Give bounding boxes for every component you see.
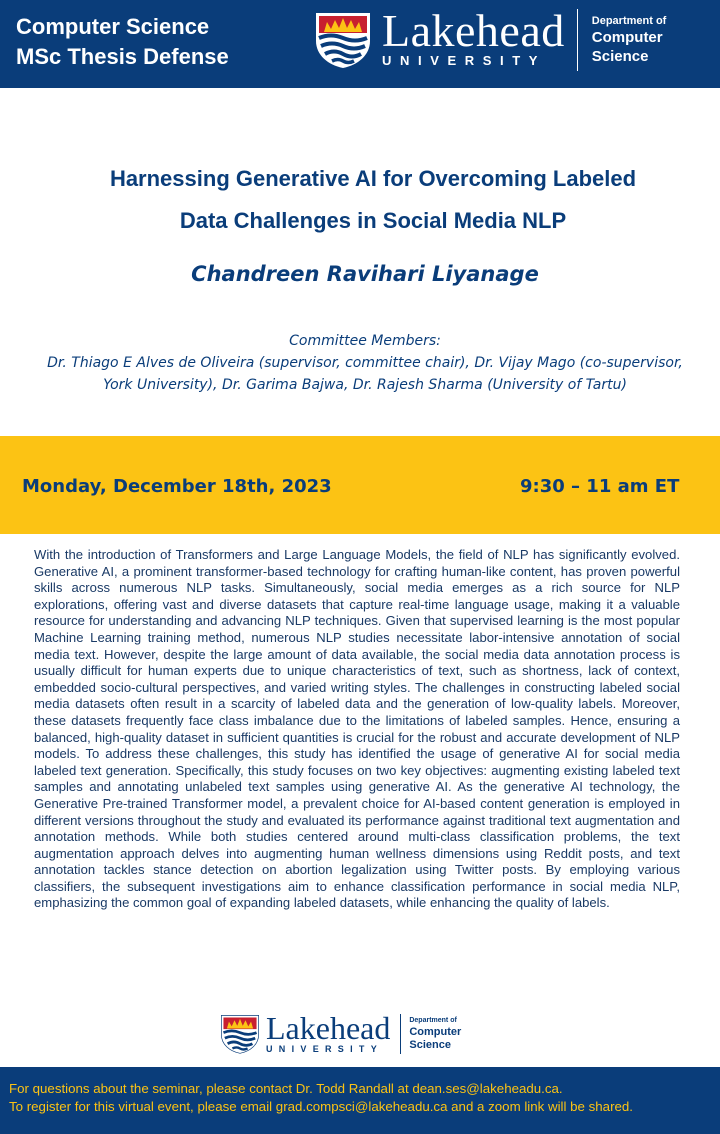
contact-info: For questions about the seminar, please contact Dr. Todd Randall at dean.ses@lakeheadu.ca. [9,1081,563,1096]
abstract-text: With the introduction of Transformers and Large Language Models, the field of NLP has significantly evolved. Generative AI, a prominent transformer-based technology for crafting human-like content, has proven powerful skills across numerous NLP tasks. Simultaneously, social media emerges as a rich source for NLP explorations, offering vast and diverse datasets that capture real-time language usage, making it a valuable resource for understanding and advancing NLP techniques. Given that supervised learning is the most popular Machine Learning training method, numerous NLP studies necessitate labor-intensive annotation of social media text. However, despite the large amount of data available, the social media data annotation process is usually difficult for human experts due to unique characteristics of text, such as shortness, lack of context, embedded socio-cultural perspectives, and varied writing styles. The challenges in constructing labeled social media datasets often result in a scarcity of labeled data and the generation of low-quality labels. Moreover, these datasets frequently face class imbalance due to the limitations of labeled samples. Hence, ensuring a balanced, high-quality dataset in sufficient quantities is crucial for the robust and accurate development of NLP models. To address these challenges, this study has identified the usage of generative AI for social media labeled text generation. Specifically, this study focuses on two key objectives: augmenting existing labeled text samples and annotating unlabeled text samples using generative AI. As the generative AI technology, the Generative Pre-trained Transformer model, a prevalent choice for AI-based content generation is employed in different versions throughout the study and evaluated its performance against traditional text augmentation and annotation methods. While both studies centered around multi-class classification problems, the text augmentation approach delves into augmenting human wellness dimensions using Reddit posts, and text annotation tackles stance detection on abortion legalization using Twitter posts. By employing various classifiers, the subsequent investigations aim to enhance classification performance in social media NLP, emphasizing the common goal of expanding labeled datasets, while enhancing the quality of labels. [34,547,680,911]
committee-members: Dr. Thiago E Alves de Oliveira (supervisor, committee chair), Dr. Vijay Mago (co-supervisor, York University), Dr. Garima Bajwa, Dr. Rajesh Sharma (University of Tartu) [47,355,683,393]
department-name-line1: Computer [591,29,663,46]
footer-banner [0,1067,720,1134]
committee-block [40,330,690,396]
registration-info: To register for this virtual event, please email grad.compsci@lakeheadu.ca and a zoom link will be shared. [9,1099,633,1114]
department-label [592,14,667,66]
event-type-title [16,12,229,72]
university-name: Lakehead [382,5,565,56]
university-subtitle: UNIVERSITY [266,1044,384,1054]
university-subtitle: UNIVERSITY [382,53,547,68]
lakehead-shield-icon [314,11,372,69]
university-name: Lakehead [266,1010,391,1046]
event-type-line2: MSc Thesis Defense [16,44,229,69]
university-wordmark [382,5,565,69]
lakehead-logo-footer [220,1012,461,1056]
university-wordmark [266,1010,391,1055]
talk-title-line2: Data Challenges in Social Media NLP [179,208,567,233]
department-name-line2: Science [591,48,649,65]
lakehead-logo-header [314,5,667,71]
event-time: 9:30 – 11 am ET [520,476,680,497]
department-prefix: Department of [591,15,667,27]
logo-divider [400,1014,401,1054]
logo-divider [577,9,578,71]
talk-title-line1: Harnessing Generative AI for Overcoming Labeled [109,166,637,191]
department-prefix: Department of [409,1017,457,1024]
header-banner [0,0,720,88]
department-name-line1: Computer [409,1026,462,1038]
speaker-name: Chandreen Ravihari Liyanage [191,262,539,286]
department-name-line2: Science [409,1039,451,1051]
event-date: Monday, December 18th, 2023 [22,476,332,497]
committee-heading: Committee Members: [289,333,441,349]
event-type-line1: Computer Science [16,14,210,39]
lakehead-shield-icon [220,1013,260,1055]
schedule-band [0,436,720,534]
department-label [409,1016,461,1052]
